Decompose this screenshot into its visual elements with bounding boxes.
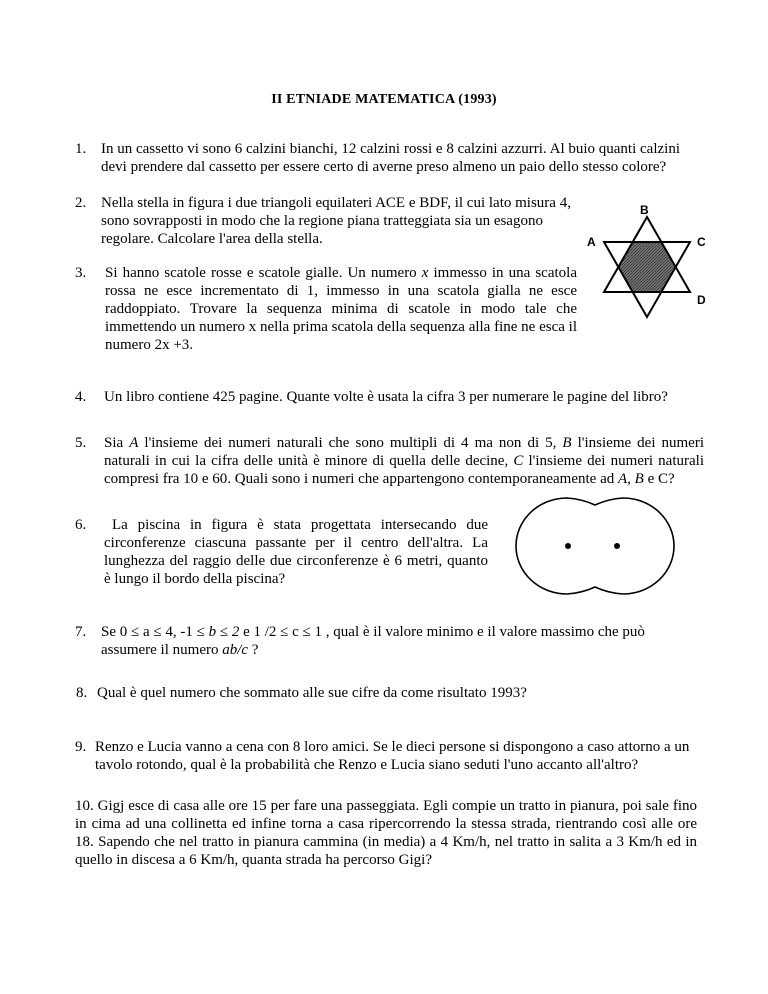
problem-number: 5. [75, 435, 87, 451]
problem-text: Si hanno scatole rosse e scatole gialle. Un numero x immesso in una scatola rossa ne esce incrementato di 1, immesso in una scatola gialla ne esce raddoppiato. Trovare la sequenza minima di scatole in modo tale che immettendo un numero x nella prima scatola della sequenza alla fine ne esca il numero 2x +3. [105, 265, 577, 353]
pool-outline [516, 498, 674, 594]
problem-text: Renzo e Lucia vanno a cena con 8 loro amici. Se le dieci persone si dispongono a caso attorno a un tavolo rotondo, qual è la probabilità che Renzo e Lucia siano seduti l'uno accanto all'altro? [95, 739, 690, 773]
star-label-b: B [640, 203, 649, 217]
star-label-a: A [587, 235, 596, 249]
problem-text: Qual è quel numero che sommato alle sue cifre da come risultato 1993? [97, 685, 527, 701]
problem-text: Un libro contiene 425 pagine. Quante volte è usata la cifra 3 per numerare le pagine del libro? [104, 389, 668, 405]
problem-text: Sia A l'insieme dei numeri naturali che sono multipli di 4 ma non di 5, B l'insieme dei numeri naturali in cui la cifra delle unità è minore di quella delle decine, C l'insieme dei numeri naturali compresi fra 10 e 60. Quali sono i numeri che appartengono contemporaneamente ad A, B e C? [104, 435, 704, 487]
problem-number: 9. [75, 739, 87, 755]
center-point-right [614, 543, 620, 549]
problem-text: Nella stella in figura i due triangoli equilateri ACE e BDF, il cui lato misura 4, sono sovrapposti in modo che la regione piana tratteggiata sia un esagono regolare. Calcolare l'area della stella. [101, 195, 571, 247]
problem-number: 2. [75, 195, 87, 211]
problem-number: 6. [75, 517, 87, 533]
problem-number: 7. [75, 624, 87, 640]
pool-figure [500, 493, 690, 601]
page-title: II ETNIADE MATEMATICA (1993) [271, 92, 497, 107]
problem-number: 10. [75, 798, 94, 814]
problem-number: 4. [75, 389, 87, 405]
problem-number: 1. [75, 141, 87, 157]
star-label-c: C [697, 235, 706, 249]
center-point-left [565, 543, 571, 549]
problem-number: 8. [76, 685, 88, 701]
problem-text: Se 0 ≤ a ≤ 4, -1 ≤ b ≤ 2 e 1 /2 ≤ c ≤ 1 , qual è il valore minimo e il valore massimo che può assumere il numero ab/c ? [101, 624, 645, 658]
problem-text: La piscina in figura è stata progettata intersecando due circonferenze ciascuna passante per il centro dell'altra. La lunghezza del raggio delle due circonferenze è 6 metri, quanto è lungo il bordo della piscina? [104, 517, 488, 587]
problem-text: 10. Gigj esce di casa alle ore 15 per fare una passeggiata. Egli compie un tratto in pianura, poi sale fino in cima ad una collinetta ed infine torna a casa ripercorrendo la stessa strada, rientrando così alle ore 18. Sapendo che nel tratto in pianura cammina (in media) a 4 Km/h, nel tratto in salita a 3 Km/h ed in quello in discesa a 6 Km/h, quanta strada ha percorso Gigi? [75, 798, 697, 868]
star-label-d: D [697, 293, 706, 307]
problem-number: 3. [75, 265, 87, 281]
star-of-david-figure [585, 200, 715, 330]
shaded-hexagon [618, 242, 675, 292]
problem-text: In un cassetto vi sono 6 calzini bianchi, 12 calzini rossi e 8 calzini azzurri. Al buio quanti calzini devi prendere dal cassetto per essere certo di averne preso almeno un paio dello stesso colore? [101, 141, 680, 175]
